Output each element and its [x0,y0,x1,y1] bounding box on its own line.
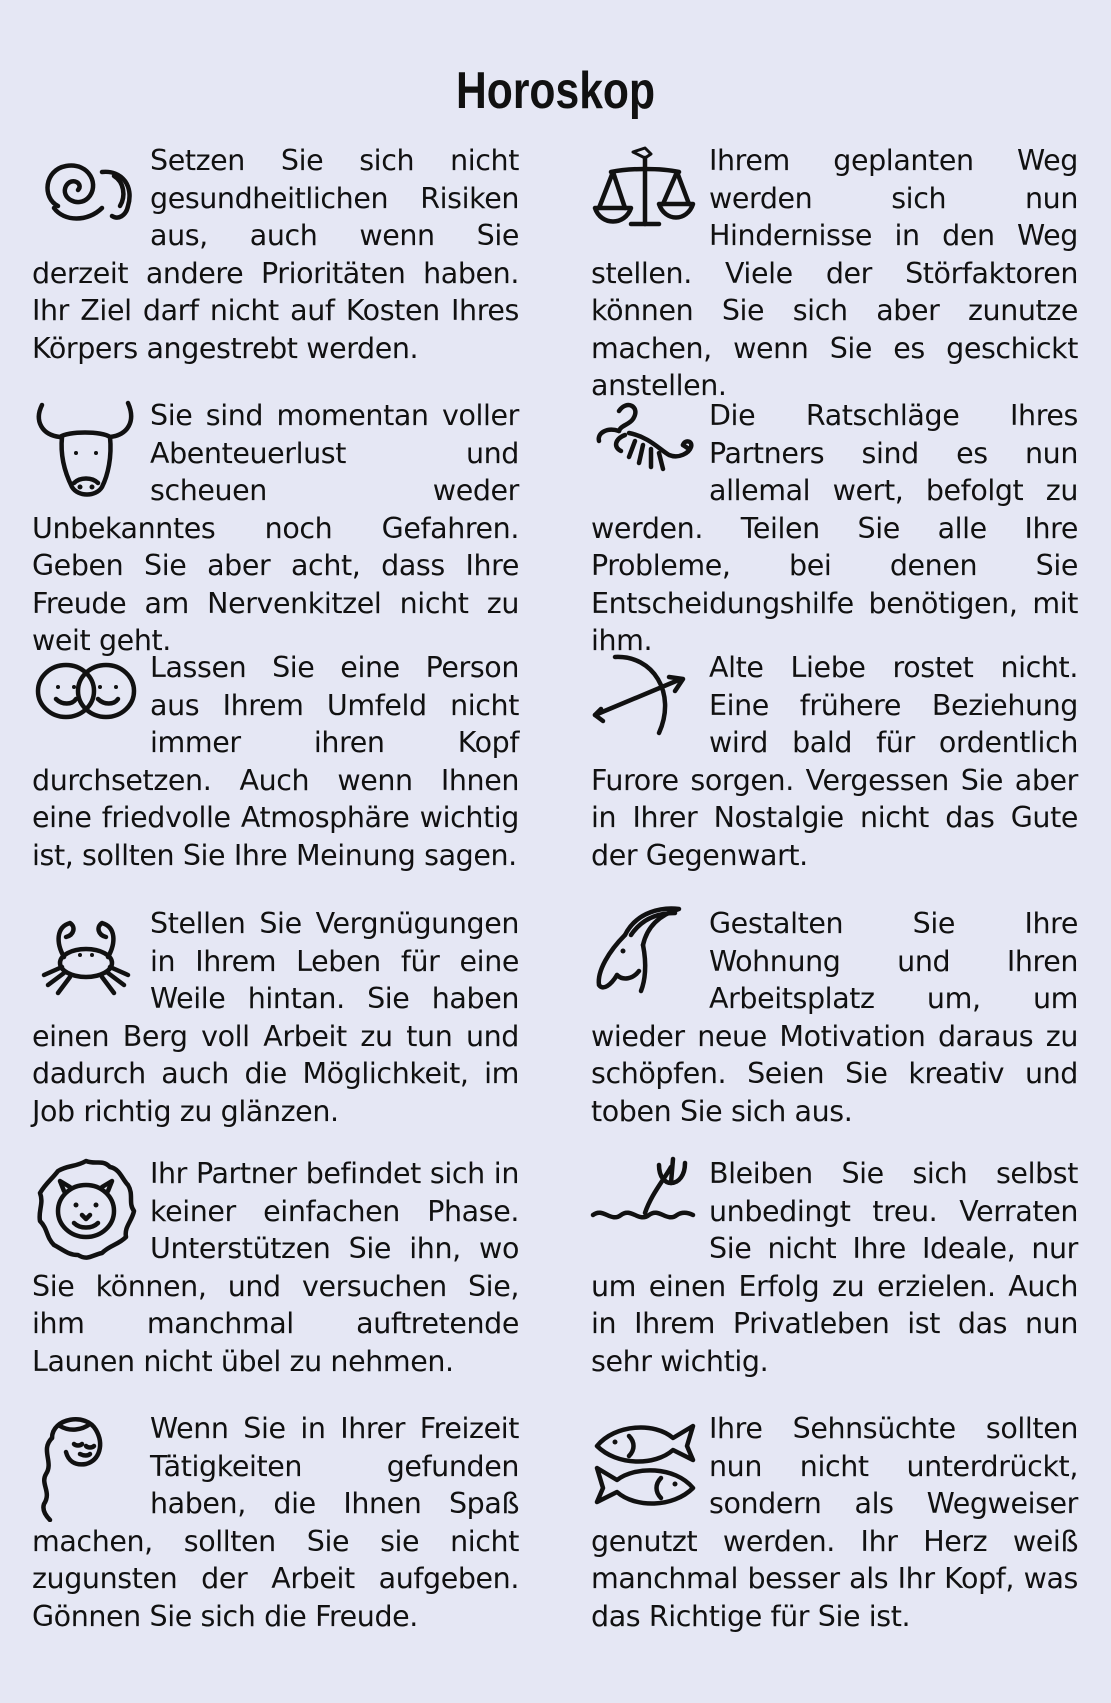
sagittarius-icon [589,649,701,761]
horoscope-entry-pisces [591,1410,1078,1635]
horoscope-text: Sie sind momentan voller Abenteuerlust und scheuen weder Unbekanntes noch Gefahren. Geben Sie aber acht, dass Ihre Freude am Nervenkitzel nicht zu weit geht. [32,399,519,657]
cancer-icon [30,905,142,1017]
taurus-icon [30,397,142,509]
horoscope-entry-libra [591,142,1078,405]
horoscope-entry-leo [32,1155,519,1380]
horoscope-text: Lassen Sie eine Person aus Ihrem Umfeld nicht immer ihren Kopf durchsetzen. Auch wenn Ihnen eine friedvolle Atmosphäre wichtig ist, sollten Sie Ihre Meinung sagen. [32,651,519,872]
horoscope-text: Setzen Sie sich nicht gesundheitlichen Risiken aus, auch wenn Sie derzeit andere Prioritäten haben. Ihr Ziel darf nicht auf Kosten Ihres Körpers angestrebt werden. [32,144,519,365]
horoscope-text: Bleiben Sie sich selbst unbedingt treu. Verraten Sie nicht Ihre Ideale, nur um einen Erfolg zu erzielen. Auch in Ihrem Privatleben ist das nun sehr wichtig. [591,1157,1078,1378]
libra-icon [589,142,701,254]
horoscope-entry-aries [32,142,519,367]
horoscope-entry-gemini [32,649,519,874]
horoscope-entry-scorpio [591,397,1078,660]
leo-icon [30,1155,142,1267]
horoscope-entry-cancer [32,905,519,1130]
horoscope-entry-taurus [32,397,519,660]
scorpio-icon [589,397,701,509]
aquarius-icon [589,1155,701,1267]
horoscope-text: Ihre Sehnsüchte sollten nun nicht unterdrückt, sondern als Wegweiser genutzt werden. Ihr Herz weiß manchmal besser als Ihr Kopf, was das Richtige für Sie ist. [591,1412,1078,1633]
horoscope-entry-capricorn [591,905,1078,1130]
horoscope-entry-virgo [32,1410,519,1635]
gemini-icon [30,649,142,761]
capricorn-icon [589,905,701,1017]
pisces-icon [589,1410,701,1522]
aries-icon [30,142,142,254]
horoscope-entry-aquarius [591,1155,1078,1380]
horoscope-text: Wenn Sie in Ihrer Freizeit Tätigkeiten gefunden haben, die Ihnen Spaß machen, sollten Sie sie nicht zugunsten der Arbeit aufgeben. Gönnen Sie sich die Freude. [32,1412,519,1633]
horoscope-text: Die Ratschläge Ihres Partners sind es nun allemal wert, befolgt zu werden. Teilen Sie alle Ihre Probleme, bei denen Sie Entscheidungshilfe benötigen, mit ihm. [591,399,1078,657]
horoscope-text: Stellen Sie Vergnügungen in Ihrem Leben für eine Weile hintan. Sie haben einen Berg voll Arbeit zu tun und dadurch auch die Möglichkeit, im Job richtig zu glänzen. [32,907,519,1128]
horoscope-entry-sagittarius [591,649,1078,874]
horoscope-text: Ihrem geplanten Weg werden sich nun Hindernisse in den Weg stellen. Viele der Störfaktoren können Sie sich aber zunutze machen, wenn Sie es geschickt anstellen. [591,144,1078,402]
horoscope-text: Gestalten Sie Ihre Wohnung und Ihren Arbeitsplatz um, um wieder neue Motivation daraus zu schöpfen. Seien Sie kreativ und toben Sie sich aus. [591,907,1078,1128]
horoscope-text: Alte Liebe rostet nicht. Eine frühere Beziehung wird bald für ordentlich Furore sorgen. Vergessen Sie aber in Ihrer Nostalgie nicht das Gute der Gegenwart. [591,651,1078,872]
virgo-icon [30,1410,142,1522]
horoscope-text: Ihr Partner befindet sich in keiner einfachen Phase. Unterstützen Sie ihn, wo Sie können, und versuchen Sie, ihm manchmal auftretende Launen nicht übel zu nehmen. [32,1157,519,1378]
page-title: Horoskop [455,61,656,120]
